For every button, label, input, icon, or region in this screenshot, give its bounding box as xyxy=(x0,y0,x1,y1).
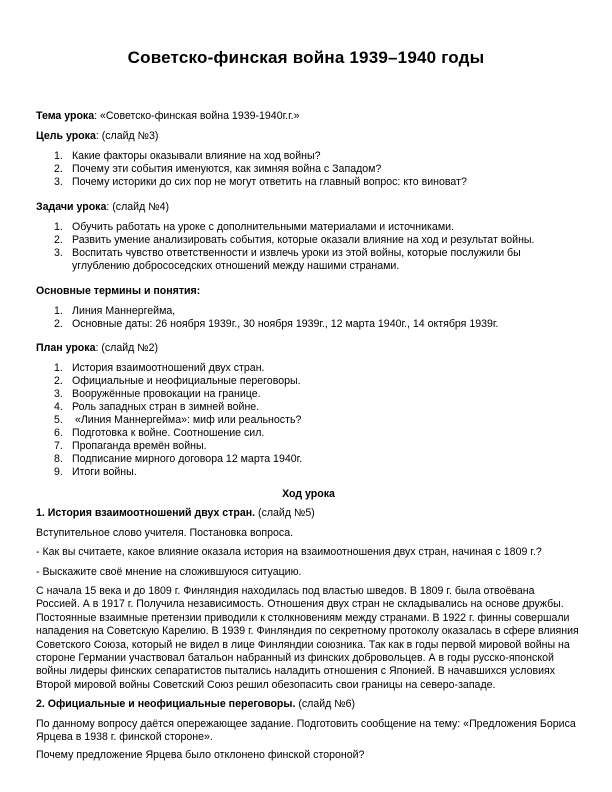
list-item: 5. «Линия Маннергейма»: миф или реальность? xyxy=(54,414,302,426)
question-2: - Выскажите своё мнение на сложившуюся ситуацию. xyxy=(36,566,302,578)
terms-list xyxy=(36,305,576,331)
list-item: 1. История взаимоотношений двух стран. xyxy=(54,362,265,374)
lesson-goal-label: Цель урока xyxy=(36,130,96,142)
list-item: 2. Развить умение анализировать события, которые оказали влияние на ход и результат войны. xyxy=(54,234,535,246)
list-item: 1. Линия Маннергейма, xyxy=(54,305,176,317)
list-item: 3. Воспитать чувство ответственности и извлечь уроки из этой войны, которые послужили бы углублению добрососедских отношений между нашими странами. xyxy=(54,247,521,272)
list-item: 7. Пропаганда времён войны. xyxy=(54,440,207,452)
list-item: 3. Почему историки до сих пор не могут ответить на главный вопрос: кто виноват? xyxy=(54,176,467,188)
question-1: - Как вы считаете, какое влияние оказала история на взаимоотношения двух стран, начиная с 1809 г.? xyxy=(36,546,542,558)
terms-heading: Основные термины и понятия: xyxy=(36,285,201,297)
tasks-list xyxy=(36,221,576,273)
intro-text: Вступительное слово учителя. Постановка вопроса. xyxy=(36,527,294,539)
task-paragraph: По данному вопросу даётся опережающее задание. Подготовить сообщение на тему: «Предложения Бориса Ярцева в 1938 г. финской стороне». xyxy=(36,718,576,744)
document-title: Советско-финская война 1939–1940 годы xyxy=(127,48,485,67)
section-2-heading: 2. Официальные и неофициальные переговоры. (слайд №6) xyxy=(36,698,356,710)
goal-list xyxy=(36,150,576,189)
list-item: 2. Почему эти события именуются, как зимняя война с Западом? xyxy=(54,163,382,175)
plan-heading: План урока: (слайд №2) xyxy=(36,342,159,354)
list-item: 2. Основные даты: 26 ноября 1939г., 30 ноября 1939г., 12 марта 1940г., 14 октября 1939г. xyxy=(54,318,499,330)
list-item: 1. Обучить работать на уроке с дополнительными материалами и источниками. xyxy=(54,221,454,233)
lesson-tasks-label: Задачи урока xyxy=(36,201,107,213)
course-heading: Ход урока xyxy=(282,488,335,500)
plan-list xyxy=(36,362,576,479)
section-2-label: 2. Официальные и неофициальные переговоры. xyxy=(36,698,296,710)
terms-label: Основные термины и понятия xyxy=(36,285,197,297)
list-item: 9. Итоги войны. xyxy=(54,466,137,478)
list-item: 3. Вооружённые провокации на границе. xyxy=(54,388,261,400)
history-paragraph: С начала 15 века и до 1809 г. Финляндия находилась под властью шведов. В 1809 г. была отвоёвана Россией. А в 1917 г. Получила независимость. Отношения двух стран не складывались на основе дружбы. Постоянные взаимные претензии приводили к столкновениям между странами. В 1922 г. финны совершали нападения на Советскую Карелию. В 1939 г. Финляндия по секретному протоколу оказалась в сфере влияния Советского Союза, который не видел в лице Финляндии союзника. Так как в годы первой мировой войны на стороне Германии участвовал батальон набранный из финских добровольцев. А в годы русско-японской войны лидеры финских сепаратистов пытались наладить отношения с Японией. В начавшихся условиях Второй мировой войны Советский Союз решил обезопасить свои границы на северо-западе. xyxy=(36,585,579,691)
section-1-label: 1. История взаимоотношений двух стран. xyxy=(36,507,256,519)
lesson-goal-heading: Цель урока: (слайд №3) xyxy=(36,130,159,142)
list-item: 1. Какие факторы оказывали влияние на ход войны? xyxy=(54,150,321,162)
list-item: 6. Подготовка к войне. Соотношение сил. xyxy=(54,427,265,439)
list-item: 4. Роль западных стран в зимней войне. xyxy=(54,401,260,413)
question-3: Почему предложение Ярцева было отклонено финской стороной? xyxy=(36,749,365,761)
lesson-topic-value: «Советско-финская война 1939-1940г.г.» xyxy=(100,110,300,122)
lesson-tasks-heading: Задачи урока: (слайд №4) xyxy=(36,201,169,213)
list-item: 8. Подписание мирного договора 12 марта 1940г. xyxy=(54,453,303,465)
lesson-topic: Тема урока: «Советско-финская война 1939-1940г.г.» xyxy=(36,110,300,122)
section-1-heading: 1. История взаимоотношений двух стран. (слайд №5) xyxy=(36,507,315,519)
plan-label: План урока xyxy=(36,342,96,354)
list-item: 2. Официальные и неофициальные переговоры. xyxy=(54,375,301,387)
lesson-topic-label: Тема урока xyxy=(36,110,95,122)
